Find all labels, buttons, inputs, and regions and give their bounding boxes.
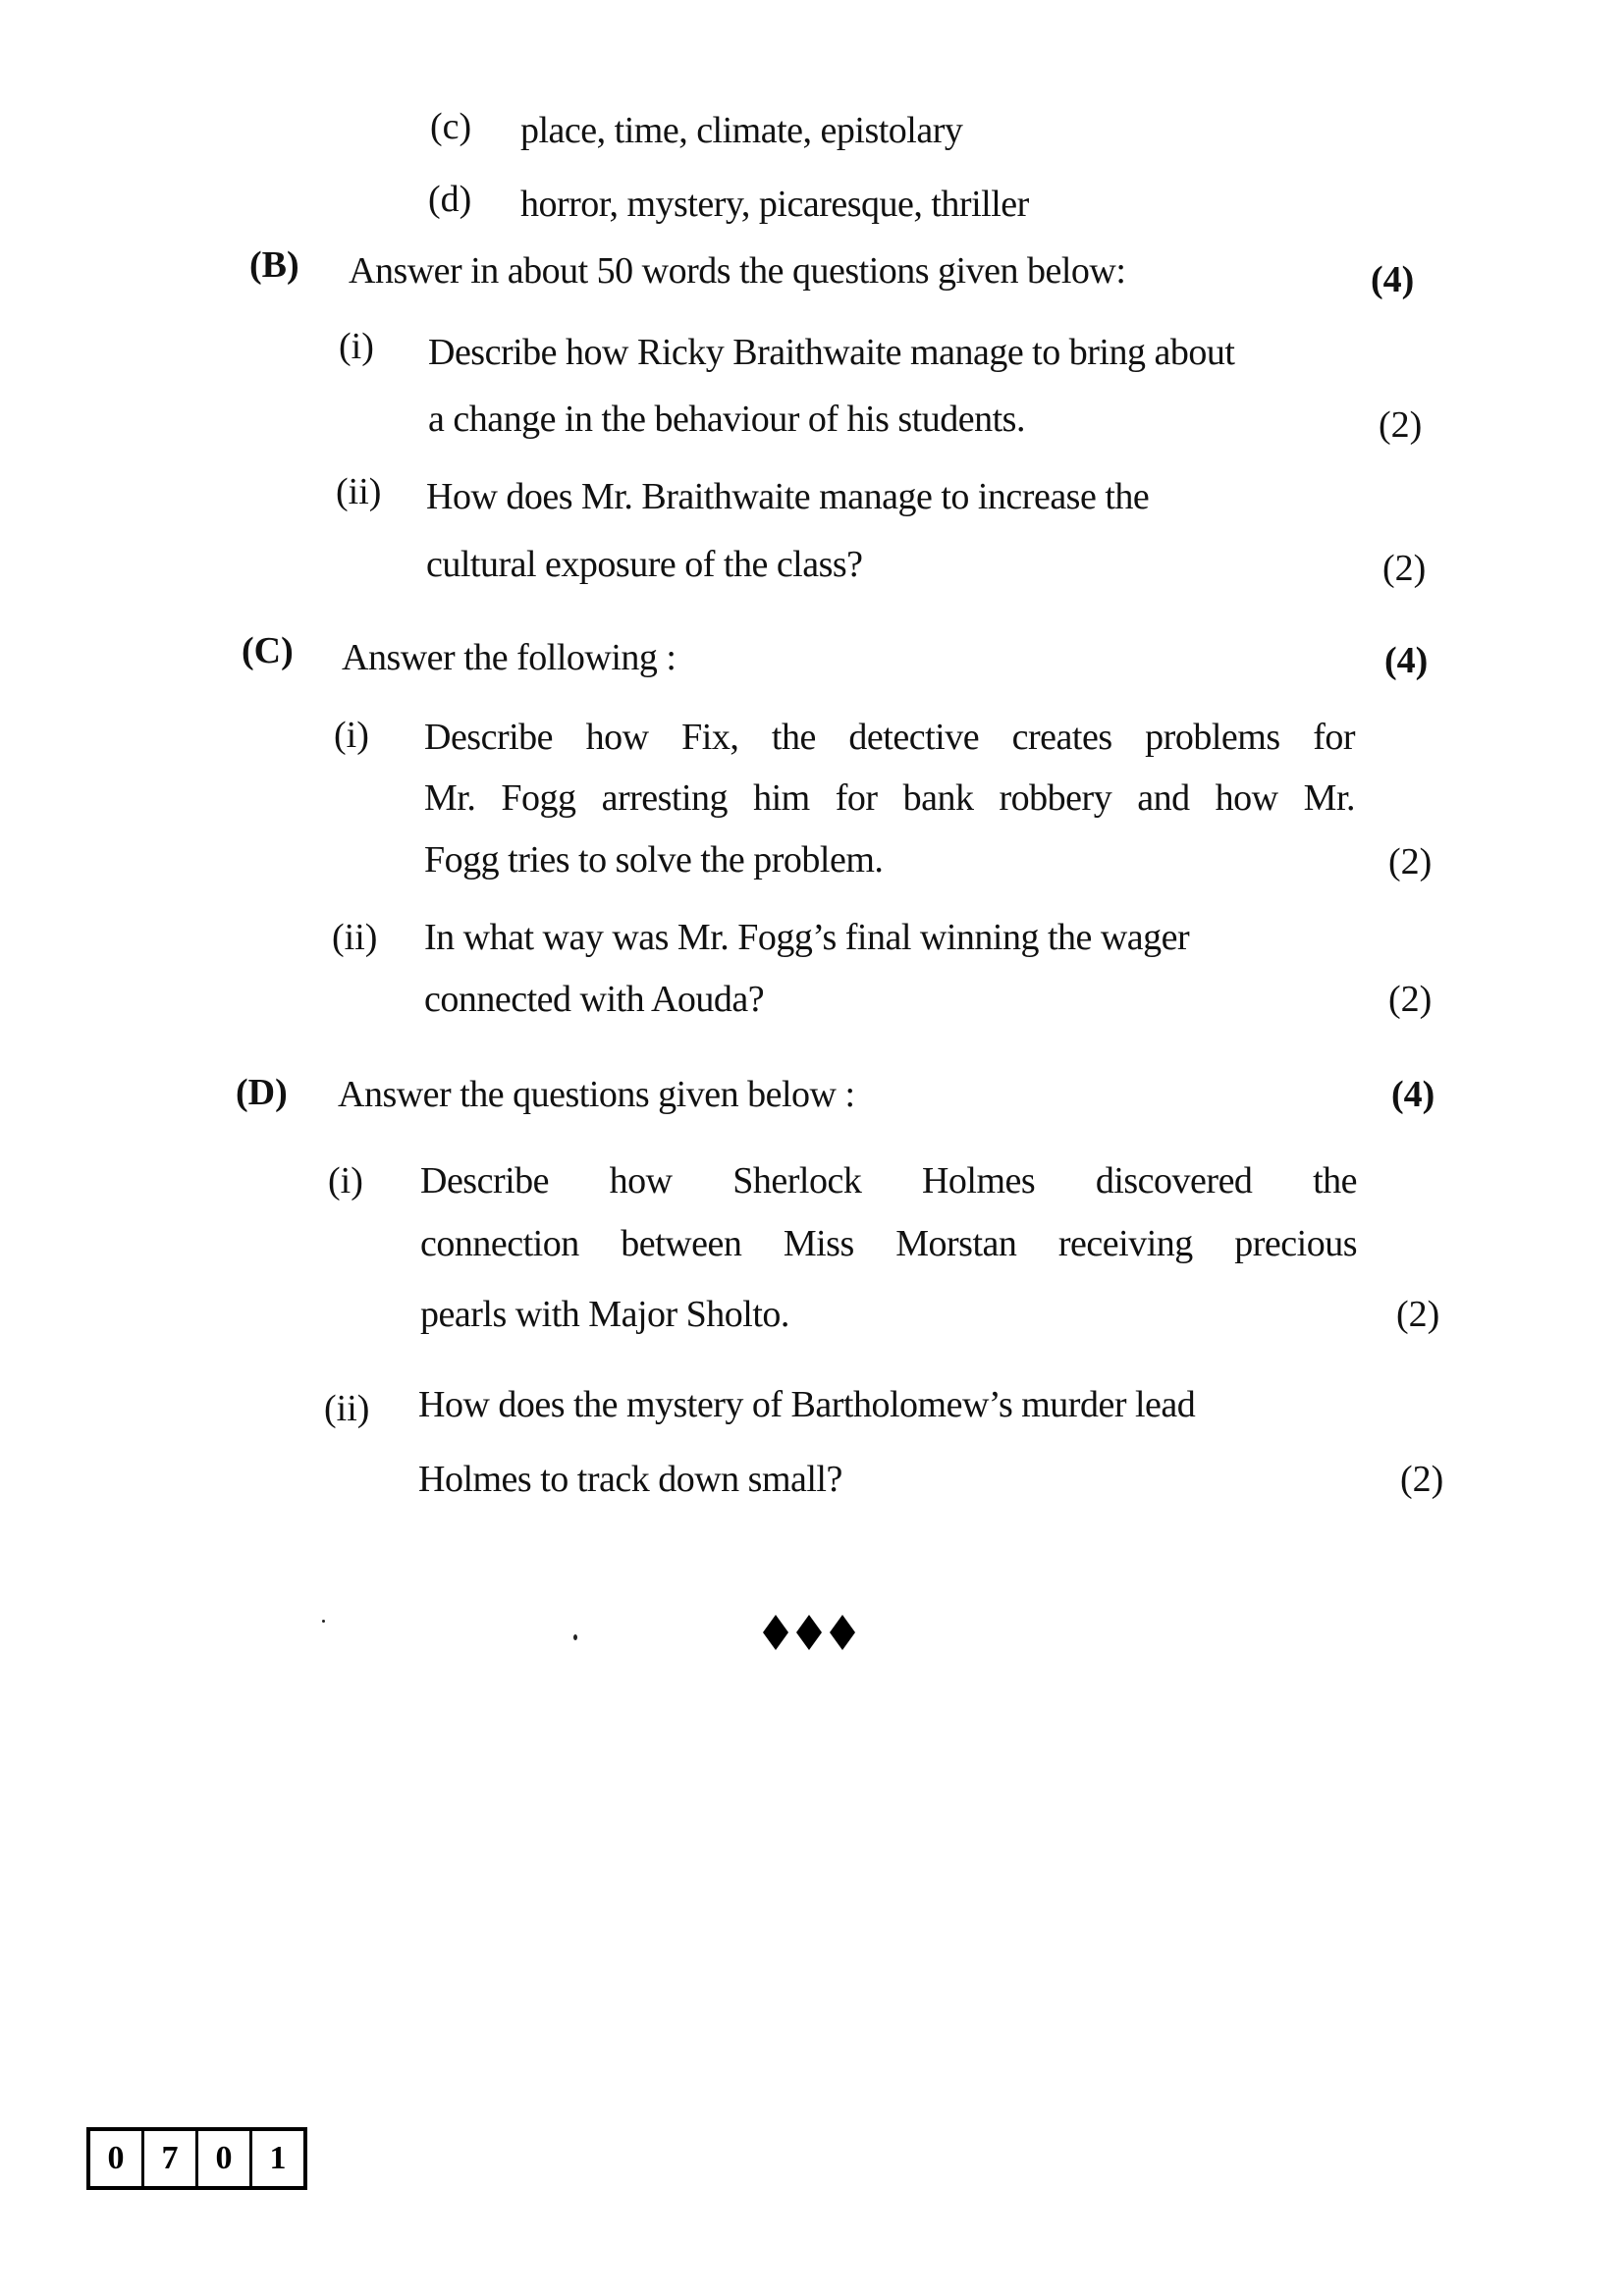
paper-code-digit: 0 [198, 2131, 249, 2186]
question-c-i-label: (i) [334, 715, 369, 756]
section-b-heading: Answer in about 50 words the questions given below: [349, 250, 1126, 292]
question-b-i-marks: (2) [1379, 404, 1423, 446]
question-c-ii-label: (ii) [332, 917, 378, 958]
diamond-icon [830, 1615, 855, 1650]
question-c-ii-line-1: In what way was Mr. Fogg’s final winning the wager [424, 917, 1190, 958]
question-c-i-line-2: Mr. Fogg arresting him for bank robbery and how Mr. [424, 777, 1355, 819]
paper-code-digit: 0 [90, 2131, 141, 2186]
question-b-ii-marks: (2) [1382, 548, 1427, 589]
question-c-ii-line-2: connected with Aouda? [424, 979, 765, 1020]
question-d-i-marks: (2) [1396, 1294, 1440, 1335]
end-of-paper-marker [763, 1615, 855, 1650]
question-d-ii-line-2: Holmes to track down small? [418, 1459, 842, 1500]
question-c-i-marks: (2) [1388, 841, 1433, 882]
paper-code-digit: 7 [144, 2131, 195, 2186]
section-c-marks: (4) [1384, 640, 1429, 681]
option-c-text: place, time, climate, epistolary [520, 110, 963, 151]
paper-code-box [86, 2127, 307, 2190]
paper-code-digit: 1 [252, 2131, 303, 2186]
question-d-i-line-3: pearls with Major Sholto. [420, 1294, 789, 1335]
scan-speck [573, 1634, 577, 1640]
question-d-ii-line-1: How does the mystery of Bartholomew’s murder lead [418, 1384, 1196, 1425]
question-d-i-label: (i) [328, 1160, 363, 1201]
question-d-i-line-2: connection between Miss Morstan receiving precious [420, 1223, 1357, 1264]
question-c-i-line-3: Fogg tries to solve the problem. [424, 839, 884, 881]
question-c-ii-marks: (2) [1388, 979, 1433, 1020]
section-c-heading: Answer the following : [342, 637, 677, 678]
section-b-marks: (4) [1371, 259, 1415, 300]
diamond-icon [763, 1615, 788, 1650]
question-b-i-line-2: a change in the behaviour of his students. [428, 399, 1025, 440]
section-b-label: (B) [249, 244, 299, 286]
section-c-label: (C) [242, 630, 294, 671]
option-c-label: (c) [430, 106, 472, 147]
question-d-ii-label: (ii) [324, 1388, 370, 1429]
question-b-ii-line-2: cultural exposure of the class? [426, 544, 863, 585]
question-b-i-label: (i) [339, 326, 374, 367]
scan-speck [322, 1620, 325, 1623]
diamond-icon [796, 1615, 822, 1650]
section-d-marks: (4) [1391, 1074, 1435, 1115]
option-d-label: (d) [428, 179, 472, 220]
section-d-heading: Answer the questions given below : [338, 1074, 855, 1115]
option-d-text: horror, mystery, picaresque, thriller [520, 184, 1029, 225]
question-b-i-line-1: Describe how Ricky Braithwaite manage to bring about [428, 332, 1235, 373]
section-d-label: (D) [236, 1072, 288, 1113]
question-d-i-line-1: Describe how Sherlock Holmes discovered the [420, 1160, 1357, 1201]
question-b-ii-label: (ii) [336, 471, 382, 512]
question-c-i-line-1: Describe how Fix, the detective creates problems for [424, 717, 1355, 758]
question-b-ii-line-1: How does Mr. Braithwaite manage to increase the [426, 476, 1150, 517]
question-d-ii-marks: (2) [1400, 1459, 1444, 1500]
